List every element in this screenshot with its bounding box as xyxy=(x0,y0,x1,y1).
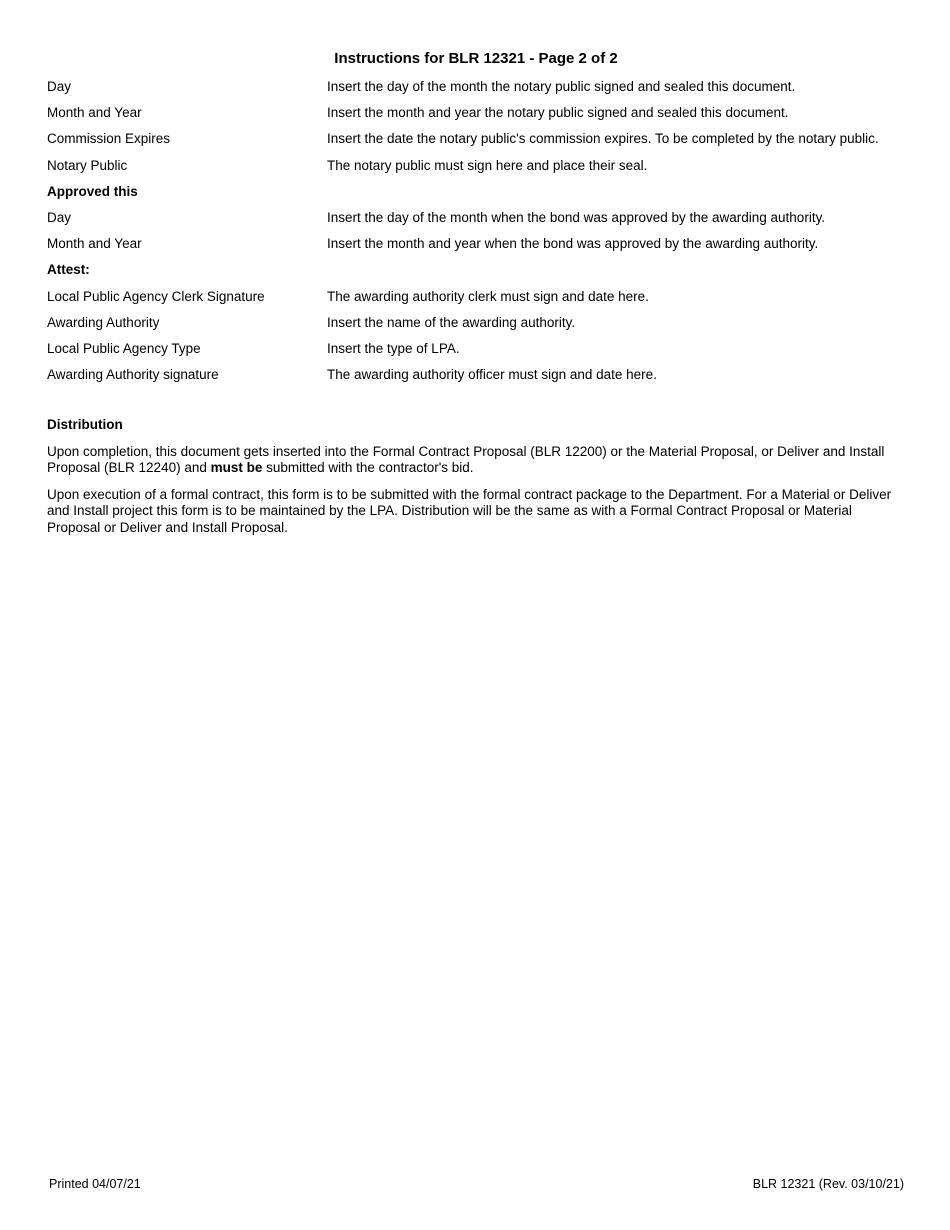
row-description: The notary public must sign here and place their seal. xyxy=(327,157,648,173)
instruction-row xyxy=(47,236,927,262)
paragraph-text: Upon completion, this document gets inserted into the Formal Contract Proposal (BLR 12200) or the Material Proposal, or Deliver and Install Proposal (BLR 12240) and xyxy=(47,443,885,475)
row-label: Month and Year xyxy=(47,236,142,252)
distribution-section xyxy=(47,417,907,546)
row-description: The awarding authority officer must sign and date here. xyxy=(327,367,657,383)
row-label: Approved this xyxy=(47,183,138,199)
row-description: Insert the date the notary public's commission expires. To be completed by the notary public. xyxy=(327,131,879,147)
paragraph-text: submitted with the contractor's bid. xyxy=(262,460,474,475)
distribution-paragraph-1 xyxy=(47,444,907,477)
instruction-row xyxy=(47,79,927,105)
emphasis-text: must be xyxy=(210,460,263,475)
row-description: Insert the name of the awarding authority. xyxy=(327,314,576,330)
row-label: Local Public Agency Clerk Signature xyxy=(47,288,265,304)
row-label: Awarding Authority xyxy=(47,314,160,330)
row-description: Insert the type of LPA. xyxy=(327,340,460,356)
printed-date: Printed 04/07/21 xyxy=(49,1177,141,1191)
page-title: Instructions for BLR 12321 - Page 2 of 2 xyxy=(334,50,618,67)
instruction-row xyxy=(47,210,927,236)
section-heading-attest xyxy=(47,262,927,288)
instruction-row xyxy=(47,105,927,131)
row-label: Attest: xyxy=(47,262,90,278)
row-label: Local Public Agency Type xyxy=(47,340,201,356)
instruction-row xyxy=(47,289,927,315)
row-label: Commission Expires xyxy=(47,131,171,147)
instruction-row xyxy=(47,158,927,184)
row-label: Day xyxy=(47,79,72,94)
instruction-row xyxy=(47,341,927,367)
distribution-paragraph-2: Upon execution of a formal contract, this form is to be submitted with the formal contract package to the Department. For a Material or Deliver and Install project this form is to be maintained by the LPA. Distribution will be the same as with a Formal Contract Proposal or Material Proposal or Deliver and Install Proposal. xyxy=(47,486,892,535)
section-heading-approved xyxy=(47,184,927,210)
row-description: Insert the month and year the notary public signed and sealed this document. xyxy=(327,105,789,121)
row-label: Awarding Authority signature xyxy=(47,367,219,383)
row-description: Insert the day of the month the notary public signed and sealed this document. xyxy=(327,79,796,94)
row-label: Day xyxy=(47,209,72,225)
row-label: Month and Year xyxy=(47,105,142,121)
instruction-row xyxy=(47,315,927,341)
form-revision: BLR 12321 (Rev. 03/10/21) xyxy=(752,1177,904,1191)
instruction-row xyxy=(47,367,927,393)
instructions-list xyxy=(47,79,927,393)
row-description: Insert the month and year when the bond was approved by the awarding authority. xyxy=(327,236,819,252)
row-description: The awarding authority clerk must sign and date here. xyxy=(327,288,649,304)
instruction-row xyxy=(47,131,927,157)
row-label: Notary Public xyxy=(47,157,128,173)
row-description: Insert the day of the month when the bond was approved by the awarding authority. xyxy=(327,209,826,225)
distribution-heading: Distribution xyxy=(47,417,123,432)
